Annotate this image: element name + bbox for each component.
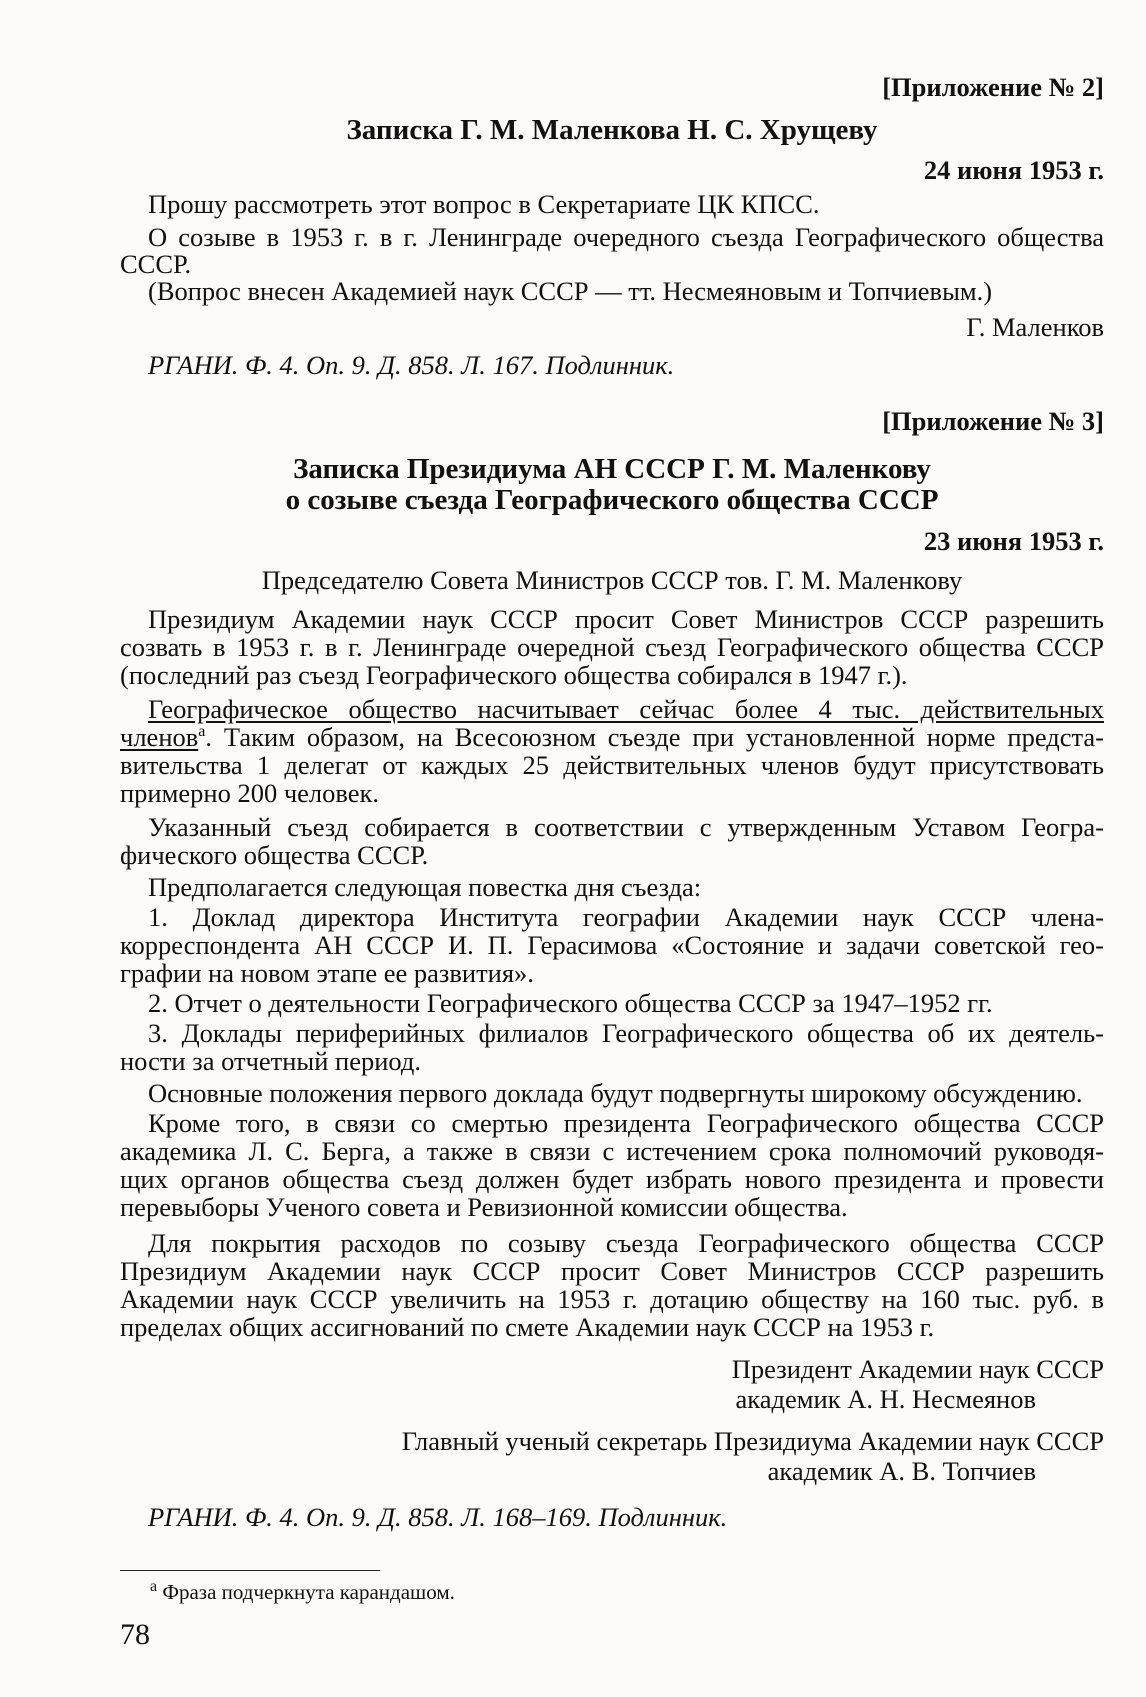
agenda-item-3-line-2: ности за отчетный период. — [120, 1046, 422, 1076]
body-line-7: фического общества СССР. — [120, 840, 429, 870]
underlined-phrase-2: членов — [120, 722, 199, 752]
appendix-3-addressee: Председателю Совета Министров СССР тов. Г. М. Маленкову — [261, 565, 963, 595]
footnote-a — [150, 1578, 455, 1606]
body-line-2: созвать в 1953 г. в г. Ленинграде очередной съезд Географического общества СССР — [120, 632, 1104, 662]
signature-1-name: академик А. Н. Несмеянов — [735, 1384, 1036, 1414]
appendix-2-date: 24 июня 1953 г. — [923, 155, 1104, 185]
footnote-mark: а — [150, 1578, 158, 1595]
body-line-9: Кроме того, в связи со смертью президента Географического общества СССР — [148, 1108, 1104, 1138]
appendix-3-source: РГАНИ. Ф. 4. Оп. 9. Д. 858. Л. 168–169. Подлинник. — [148, 1502, 728, 1532]
body-line-11: щих органов общества съезд должен будет избрать нового президента и провести — [120, 1164, 1104, 1194]
agenda-intro: Предполагается следующая повестка дня съезда: — [148, 872, 702, 902]
body-line-12: перевыборы Ученого совета и Ревизионной комиссии общества. — [120, 1192, 848, 1222]
body-line-14: Президиум Академии наук СССР просит Совет Министров СССР разрешить — [120, 1256, 1104, 1286]
appendix-2-line-2: О созыве в 1953 г. в г. Ленинграде очередного съезда Географического общества — [148, 222, 1104, 252]
body-line-16: пределах общих ассигнований по смете Академии наук СССР на 1953 г. — [120, 1312, 935, 1342]
appendix-2-source: РГАНИ. Ф. 4. Оп. 9. Д. 858. Л. 167. Подлинник. — [148, 350, 675, 380]
appendix-3-title-line-2: о созыве съезда Географического общества СССР — [285, 484, 939, 516]
appendix-2-label: [Приложение № 2] — [882, 72, 1104, 102]
appendix-2-line-1: Прошу рассмотреть этот вопрос в Секретариате ЦК КПСС. — [148, 189, 820, 219]
signature-2-title: Главный ученый секретарь Президиума Академии наук СССР — [401, 1426, 1104, 1456]
appendix-2-line-4: (Вопрос внесен Академией наук СССР — тт. Несмеяновым и Топчиевым.) — [148, 276, 993, 306]
body-line-15: Академии наук СССР увеличить на 1953 г. дотацию обществу на 160 тыс. руб. в — [120, 1284, 1104, 1314]
body-line-4: вительства 1 делегат от каждых 25 действительных членов будут присутствовать — [120, 750, 1104, 780]
agenda-item-1-line-3: графии на новом этапе ее развития». — [120, 958, 534, 988]
after-underlined-text: . Таким образом, на Всесоюзном съезде при установленной норме предста- — [205, 722, 1104, 752]
signature-1-title: Президент Академии наук СССР — [731, 1354, 1104, 1384]
page-number: 78 — [120, 1618, 150, 1651]
body-line-3: (последний раз съезд Географического общества собирался в 1947 г.). — [120, 660, 908, 690]
body-line-10: академика Л. С. Берга, а также в связи с истечением срока полномочий руководя- — [120, 1136, 1104, 1166]
appendix-3-title-line-1: Записка Президиума АН СССР Г. М. Маленкову — [293, 453, 931, 485]
footnote-ref-a: а — [198, 723, 206, 741]
document-page — [120, 70, 1104, 1651]
footnote-divider — [120, 1570, 380, 1571]
agenda-item-3-line-1: 3. Доклады периферийных филиалов Географического общества об их деятель- — [148, 1018, 1104, 1048]
agenda-item-1-line-1: 1. Доклад директора Института географии Академии наук СССР члена- — [148, 902, 1104, 932]
appendix-3-label: [Приложение № 3] — [882, 406, 1104, 436]
signature-2-name: академик А. В. Топчиев — [767, 1456, 1036, 1486]
body-line-6: Указанный съезд собирается в соответствии с утвержденным Уставом Геогра- — [148, 812, 1104, 842]
footnote-text: Фраза подчеркнута карандашом. — [157, 1580, 455, 1604]
body-line-1: Президиум Академии наук СССР просит Совет Министров СССР разрешить — [148, 604, 1104, 634]
body-line-13: Для покрытия расходов по созыву съезда Географического общества СССР — [148, 1228, 1104, 1258]
body-line-8: Основные положения первого доклада будут подвергнуты широкому обсуждению. — [148, 1078, 1083, 1108]
body-line-5: примерно 200 человек. — [120, 778, 380, 808]
appendix-2-line-3: СССР. — [120, 249, 192, 279]
underlined-phrase-1: Географическое общество насчитывает сейчас более 4 тыс. действительных — [148, 694, 1104, 724]
agenda-item-2: 2. Отчет о деятельности Географического общества СССР за 1947–1952 гг. — [148, 988, 993, 1018]
appendix-3-date: 23 июня 1953 г. — [923, 526, 1104, 556]
appendix-2-title: Записка Г. М. Маленкова Н. С. Хрущеву — [346, 114, 878, 146]
appendix-2-signature: Г. Маленков — [966, 312, 1104, 342]
agenda-item-1-line-2: корреспондента АН СССР И. П. Герасимова «Состояние и задачи советской гео- — [120, 930, 1104, 960]
